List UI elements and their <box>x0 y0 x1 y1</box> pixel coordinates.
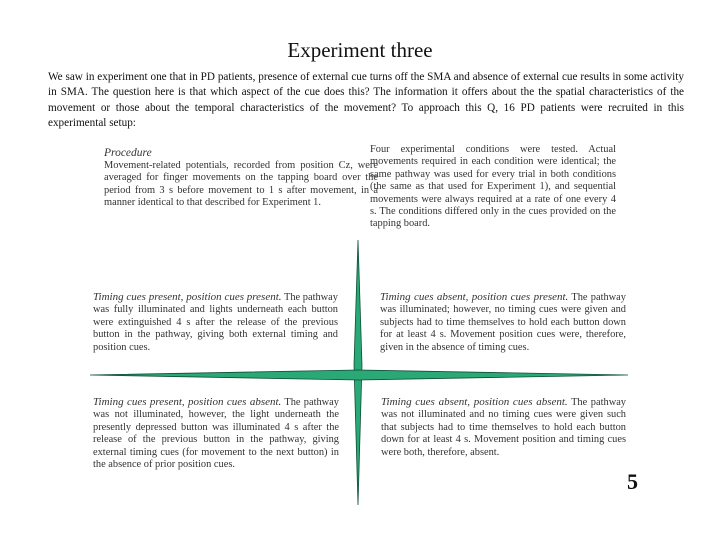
quadrant-heading: Timing cues absent, position cues present. <box>380 291 569 303</box>
conditions-excerpt: Four experimental conditions were tested. Actual movements required in each condition were identical; the same pathway was used for every trial in both conditions (the same as that used for Experiment 1), and sequential movements were always required at a rate of one every 4 s. The conditions differed only in the cues provided on the tapping board. <box>370 144 616 230</box>
quadrant-text: The pathway was illuminated; however, no timing cues were given and subjects had to time themselves to hold each button down for at least 4 s. Movement position cues were, therefore, given in the absence of timing cues. <box>380 292 626 353</box>
quadrant-text: The pathway was not illuminated, however, the light underneath the presently depressed button was illuminated 4 s after the release of the previous button in the pathway, giving external timing cues (for movement to the next button) in the absence of prior position cues. <box>93 397 339 471</box>
procedure-heading: Procedure <box>104 147 152 159</box>
intro-paragraph: We saw in experiment one that in PD patients, presence of external cue turns off the SMA and absence of external cue results in some activity in SMA. The question here is that which aspect of the cue does this? The information it offers about the the spatial characteristics of the movement or those about the temporal characteristics of the movement? To approach this Q, 16 PD patients were recruited in this experimental setup: <box>48 71 684 130</box>
slide-title: Experiment three <box>287 38 433 62</box>
quadrant-heading: Timing cues present, position cues present. <box>93 291 282 303</box>
quadrant-text: The pathway was fully illuminated and lights underneath each button were extinguished 4 s after the release of the previous button in the pathway, giving both external timing and position cues. <box>93 292 338 353</box>
cross-horizontal-bar <box>90 370 628 380</box>
quadrant-heading: Timing cues absent, position cues absent. <box>381 396 568 408</box>
slide-number: 5 <box>627 469 638 494</box>
quadrant-text: The pathway was not illuminated and no timing cues were given such that subjects had to time themselves to hold each button down for at least 4 s. Movement position and timing cues were both, therefore, absent. <box>381 397 627 458</box>
quadrant-heading: Timing cues present, position cues absent. <box>93 396 282 408</box>
procedure-text: Movement-related potentials, recorded from position Cz, were averaged for finger movements on the tapping board over the period from 3 s before movement to 1 s after movement, in a manner identical to that described for Experiment 1. <box>104 160 378 209</box>
